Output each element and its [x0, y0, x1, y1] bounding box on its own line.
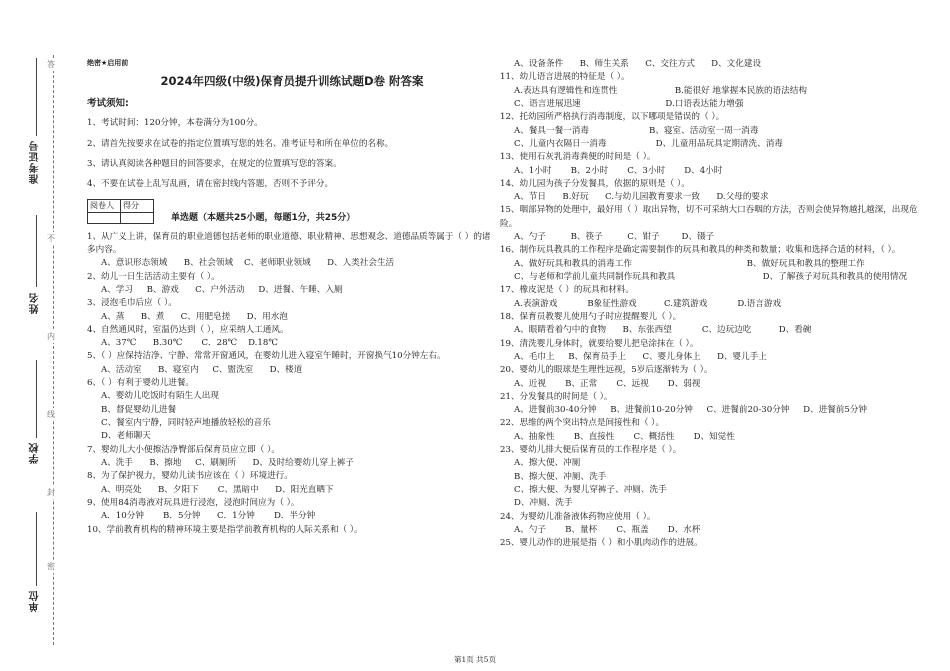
field-label-name: 姓名 — [30, 292, 41, 314]
notice-item: 4、不要在试卷上乱写乱画，请在密封线内答题，否则不予评分。 — [87, 179, 334, 190]
notice-item: 3、请认真阅读各种题目的回答要求，在规定的位置填写您的答案。 — [87, 159, 342, 169]
question-option: C、擦大便、为婴儿穿裤子、冲厕、洗手 — [514, 485, 667, 495]
question-options: A、近视 B、正常 C、远视 D、弱视 — [514, 378, 701, 389]
question-text: 15、咽部异物的处理中，最好用（ ）取出异物，切不可采纳大口吞咽的方法，否则会使异物越扎越深，出现危险。 — [500, 205, 918, 229]
question-options: A.表演游戏 B象征性游戏 C.建筑游戏 D.语言游戏 — [514, 298, 782, 309]
field-label-exam-number: 准考证号 — [30, 140, 41, 184]
grader-cell[interactable] — [88, 213, 121, 224]
question-option: B、督促婴幼儿进餐 — [101, 404, 177, 415]
score-cell[interactable] — [121, 213, 154, 224]
seal-char: 内 — [47, 332, 55, 341]
question-text: 12、托幼园所严格执行消毒制度，以下哪项是错误的（ ）。 — [500, 112, 725, 123]
score-table — [87, 199, 154, 224]
question-options: A、做好玩具和教具的消毒工作 B、做好玩具和教具的整理工作 C、与老师和学前儿童共同制作玩具和教具 D、了解孩子对玩具和教具的使用情况 — [514, 258, 908, 282]
question-text: 24、为婴幼儿准备液体药物应使用（ ）。 — [500, 511, 656, 522]
seal-char: 答 — [47, 60, 55, 69]
question-text: 7、婴幼儿大小便擦洁净臀部后保育员应立即（ ）。 — [87, 444, 280, 455]
question-option: D、老师聊天 — [101, 431, 151, 442]
question-options: A、毛巾上 B、保育员手上 C、婴儿身体上 D、婴儿手上 — [514, 351, 767, 362]
question-text: 10、学前教育机构的精神环境主要是指学前教育机构的人际关系和（ ）。 — [87, 524, 363, 535]
seal-char: 不 — [47, 234, 55, 243]
question-options: A、眼睛看着勺中的食物 B、东张西望 C、边玩边吃 D、看碗 — [514, 325, 812, 336]
question-options: A、设备条件 B、师生关系 C、交往方式 D、文化建设 — [514, 59, 762, 69]
question-options: A．10分钟 B．5分钟 C．1分钟 D．半分钟 — [101, 511, 316, 522]
question-options: A、意识形态领域 B、社会领域 C、老师职业领域 D、人类社会生活 — [101, 258, 395, 269]
left-column — [87, 58, 497, 537]
question-text: 13、使用石灰乳消毒粪便的时间是（ ）。 — [500, 152, 656, 163]
question-text: 16、制作玩具教具的工作程序是确定需要制作的玩具和教具的种类和数量；收集和选择合适的材料，（ ）。 — [500, 245, 901, 256]
question-text: 17、橡皮泥是（ ）的玩具和材料。 — [500, 285, 634, 296]
question-text: 25、婴儿动作的进展是指（ ）和小肌肉动作的进展。 — [500, 538, 703, 549]
question-options: A、勺子 B、量杯 C、瓶盖 D、水杯 — [514, 524, 701, 535]
question-options: A、节日 B.好玩 C.与幼儿园教育要求一致 D.父母的要求 — [514, 192, 769, 203]
question-text: 8、为了保护视力，婴幼儿读书应该在（ ）环境进行。 — [87, 471, 293, 482]
question-text: 23、婴幼儿排大便后保育员的工作程序是（ ）。 — [500, 445, 682, 456]
question-text: 1、从广义上讲，保育员的职业道德包括老师的职业道德、职业精神、思想观念、道德品质等属于（ ）的诸多内容。 — [87, 231, 491, 255]
question-text: 11、幼儿语言进展的特征是（ ）。 — [500, 72, 630, 83]
section-title: 单选题（本题共25小题，每题1分，共25分） — [171, 212, 356, 223]
question-text: 18、保育员教婴儿使用勺子时应提醒婴儿（ ）。 — [500, 311, 682, 322]
question-options: A、进餐前30-40分钟 B、进餐前10-20分钟 C、进餐前20-30分钟 D、进餐前5分钟 — [514, 405, 868, 416]
right-question-list — [500, 58, 920, 551]
field-label-unit: 单位 — [30, 590, 41, 612]
question-option: A、擦大便、冲厕 — [514, 458, 581, 469]
question-option: C、餐室内宁静，同时轻声地播放轻松的音乐 — [101, 418, 271, 428]
left-question-list — [87, 231, 497, 537]
field-label-school: 学校 — [30, 442, 41, 464]
question-options: A、抽象性 B、直接性 C、概括性 D、知觉性 — [514, 431, 735, 442]
question-text: 6、（ ）有利于婴幼儿进餐。 — [87, 378, 195, 389]
notice-heading: 考试须知: — [87, 97, 129, 109]
notice-item: 1、考试时间：120分钟，本卷满分为100分。 — [87, 118, 263, 129]
question-options: A、蒸 B、煮 C、用肥皂搓 D、用水泡 — [101, 311, 288, 322]
field-line — [36, 58, 37, 136]
seal-char: 密 — [47, 562, 55, 571]
question-options: A、餐具一餐一消毒 B、寝室、活动室一周一消毒 C、儿童内衣隔日一消毒 D、儿童用品玩具定期清洗、消毒 — [514, 125, 783, 149]
question-text: 2、幼儿一日生活活动主要有（ ）。 — [87, 271, 220, 282]
question-options: A、明亮处 B、夕阳下 C、黑暗中 D、阳光直晒下 — [101, 484, 334, 495]
field-line — [36, 215, 37, 287]
field-line — [36, 512, 37, 586]
notice-item: 2、请首先按要求在试卷的指定位置填写您的姓名、准考证号和所在单位的名称。 — [87, 138, 394, 149]
confidential-mark: 绝密★启用前 — [87, 59, 129, 67]
page-title: 2024年四级(中级)保育员提升训练试题D卷 附答案 — [160, 73, 424, 88]
question-options: A、活动室 B、寝室内 C、盥洗室 D、楼道 — [101, 364, 303, 375]
question-options: A.表达具有逻辑性和连贯性 B.能很好 地掌握本民族的语法结构 C、语言进展迅速 D.口语表达能力增强 — [514, 85, 807, 109]
question-option: D、冲厕、洗手 — [514, 498, 573, 509]
score-area — [87, 199, 497, 225]
question-text: 20、婴幼儿的眼球是生理性远视，5岁后逐渐转为（ ）。 — [500, 365, 713, 376]
question-options: A、学习 B、游戏 C、户外活动 D、进餐、午睡、入厕 — [101, 284, 343, 295]
question-text: 19、清洗婴儿身体时，就要给婴儿把皂涂抹在（ ）。 — [500, 338, 699, 349]
question-text: 3、浸泡毛巾后应（ ）。 — [87, 298, 177, 309]
question-text: 9、使用84消毒液对玩具进行浸泡，浸泡时间应为（ ）。 — [87, 497, 300, 508]
grader-label: 阅卷人 — [88, 199, 121, 212]
question-text: 14、幼儿园为孩子分发餐具，依据的原则是（ ）。 — [500, 178, 690, 189]
question-options: A、37℃ B.30℃ C．28℃ D.18℃ — [101, 338, 278, 349]
question-option: B、擦大便、冲厕、洗手 — [514, 471, 607, 482]
question-text: 22、思维的两个突出特点是间接性和（ ）。 — [500, 418, 665, 429]
binding-margin — [0, 0, 80, 671]
seal-char: 封 — [47, 488, 55, 497]
right-column — [500, 58, 920, 551]
field-line — [36, 360, 37, 438]
question-text: 21、分发餐具的时间是（ ）。 — [500, 391, 613, 402]
question-options: A、洗手 B、擦地 C、刷厕所 D、及时给婴幼儿穿上裤子 — [101, 457, 354, 468]
question-text: 5、（ ）应保持洁净、宁静、常常开窗通风，在婴幼儿进入寝室午睡时，开窗换气10分钟左右。 — [87, 351, 446, 362]
question-text: 4、自然通风时，室温仍达到（ ），应采纳人工通风。 — [87, 324, 289, 335]
question-options: A、1小时 B、2小时 C、3小时 D、4小时 — [514, 165, 723, 176]
seal-dashed-line — [53, 55, 54, 645]
question-options: A、勺子 B、筷子 C、钳子 D、镊子 — [514, 232, 715, 243]
seal-char: 线 — [47, 410, 55, 419]
score-label: 得分 — [121, 199, 154, 212]
page-footer: 第1页 共5页 — [454, 655, 496, 664]
question-option: A、婴幼儿吃饭时有陌生人出现 — [101, 391, 219, 402]
